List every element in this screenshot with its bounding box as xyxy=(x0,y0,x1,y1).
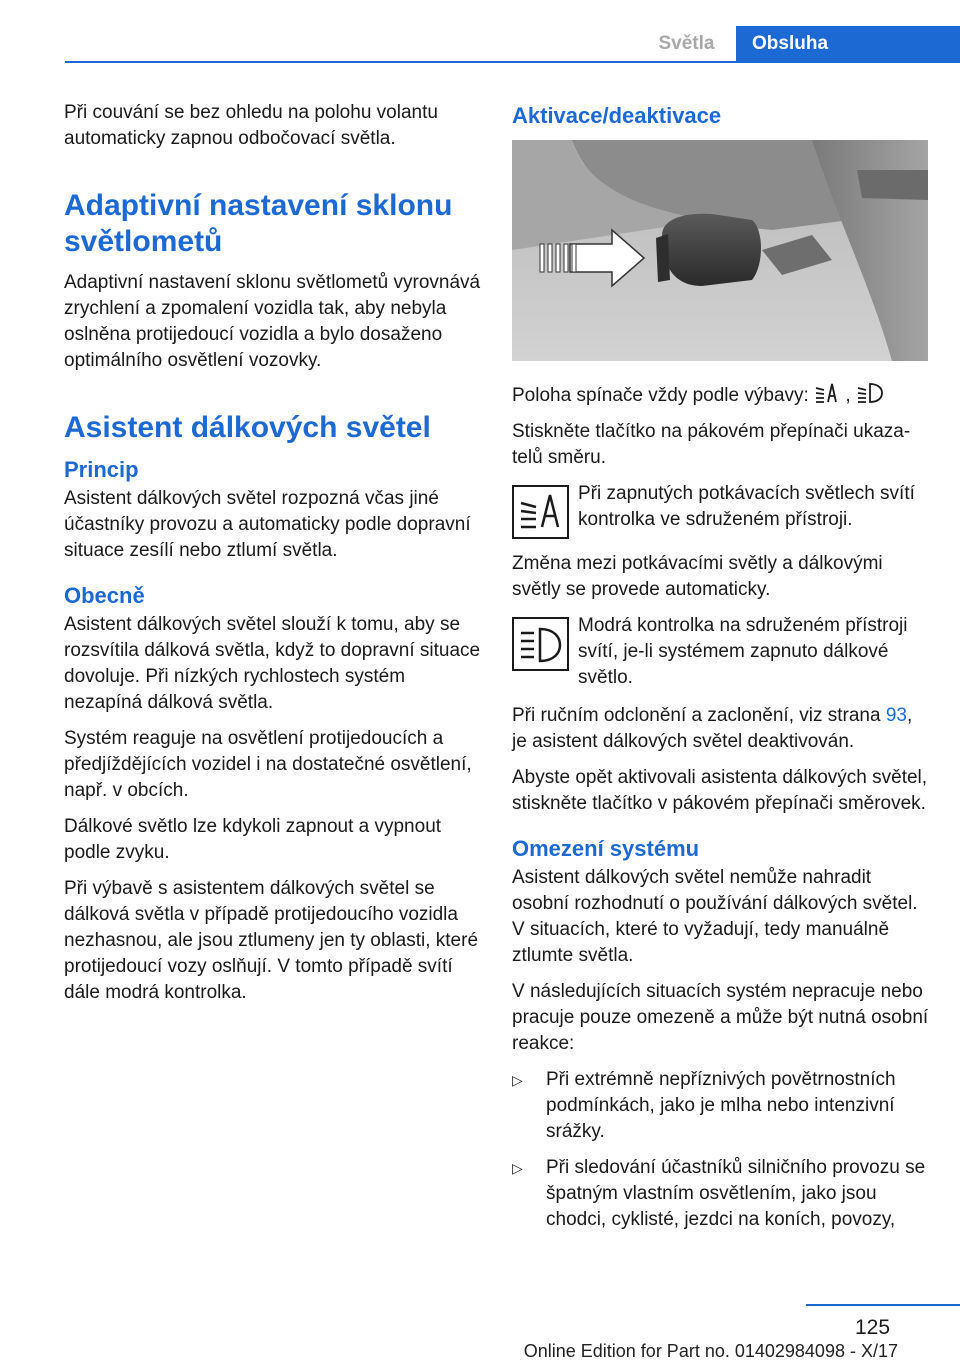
chapter-tab[interactable]: Obsluha xyxy=(736,26,960,62)
intro-paragraph: Při couvání se bez ohledu na polohu volantu automaticky zapnou odbočovací světla. xyxy=(64,102,438,149)
switch-position-text: Poloha spínače vždy podle výbavy: xyxy=(512,385,809,406)
general-paragraph-3: Dálkové světlo lze kdykoli zapnout a vypnout podle zvyku. xyxy=(64,816,442,863)
general-paragraph-1: Asistent dálkových světel slouží k tomu, aby se rozsvítila dálková světla, když to dopravní situace dovoluje. Při nízkých rychlostech systém nezapíná dálková světla. xyxy=(64,614,481,713)
switch-position-separator: , xyxy=(845,385,851,406)
manual-text-b: , je asistent dálkových světel deaktivován. xyxy=(512,705,913,752)
page-link-93[interactable]: 93 xyxy=(885,705,907,726)
right-column xyxy=(512,100,932,1243)
triangle-bullet-icon: ▷ xyxy=(512,1072,523,1088)
high-beam-indicator-text: Modrá kontrolka na sdruženém přístroji svítí, je-li systémem zapnuto dálkové světlo. xyxy=(578,615,908,688)
list-item-text: Při sledování účastníků silničního provozu se špatným vlastním osvětlením, jako jsou chodci, cyklisté, jezdci na koních, povozy, xyxy=(546,1157,926,1230)
change-paragraph: Změna mezi potkávacími světly a dálkovými světly se provede automaticky. xyxy=(512,553,883,600)
press-button-paragraph: Stiskněte tlačítko na pákovém přepínači ukazatelů směru. xyxy=(512,421,911,468)
general-paragraph-4: Při výbavě s asistentem dálkových světel se dálková světla v případě protijedoucího vozidla nezhasnou, ale jsou ztlumeny jen ty oblasti, které protijedoucí vozy oslňují. V tomto případě svítí dále modrá kontrolka. xyxy=(64,878,479,1003)
heading-principle: Princip xyxy=(64,457,139,482)
reactivate-paragraph: Abyste opět aktivovali asistenta dálkových světel, stiskněte tlačítko v pákovém přepínači směrovek. xyxy=(512,767,928,814)
assistant-indicator-text: Při zapnutých potkávacích světlech svítí kontrolka ve sdruženém přístroji. xyxy=(578,483,915,530)
indicator-row-high-beam xyxy=(512,613,932,691)
limits-paragraph-2: V následujících situacích systém nepracuje nebo pracuje pouze omezeně a může být nutná osobní reakce: xyxy=(512,981,929,1054)
list-item-text: Při extrémně nepříznivých povětrnostních podmínkách, jako je mlha nebo intenzivní srážky. xyxy=(546,1069,896,1142)
heading-general: Obecně xyxy=(64,583,145,608)
indicator-row-assistant xyxy=(512,481,932,539)
manual-paragraph xyxy=(512,703,932,755)
list-item xyxy=(512,1067,932,1145)
heading-adaptive-headlights: Adaptivní nastavení sklonu světlometů xyxy=(64,189,453,258)
heading-system-limits: Omezení systému xyxy=(512,836,700,861)
triangle-bullet-icon: ▷ xyxy=(512,1160,523,1176)
general-paragraph-2: Systém reaguje na osvětlení protijedoucích a předjíždějících vozidel i na dostatečné osvětlení, např. v obcích. xyxy=(64,728,472,801)
header-rule xyxy=(65,61,960,63)
page-header xyxy=(0,26,960,62)
principle-paragraph: Asistent dálkových světel rozpozná včas jiné účastníky provozu a automaticky podle dopravní situace zesílí nebo ztlumí světla. xyxy=(64,488,471,561)
left-column xyxy=(64,100,482,1016)
heading-high-beam-assistant: Asistent dálkových světel xyxy=(64,411,431,444)
footer-edition: Online Edition for Part no. 01402984098 - X/17 xyxy=(523,1341,898,1361)
section-tab[interactable]: Světla xyxy=(658,33,715,54)
footer-rule xyxy=(806,1304,960,1306)
adaptive-paragraph: Adaptivní nastavení sklonu světlometů vyrovnává zrychlení a zpomalení vozidla tak, aby nebyla oslněna protijedoucí vozidla a bylo dosaženo optimálního osvětlení vozovky. xyxy=(64,272,481,371)
limits-paragraph-1: Asistent dálkových světel nemůže nahradit osobní rozhodnutí o používání dálkových světel. V situacích, které to vyžadují, tedy manuálně ztlumte světla. xyxy=(512,867,918,966)
page-number: 125 xyxy=(855,1316,891,1339)
manual-text-a: Při ručním odclonění a zaclonění, viz strana xyxy=(512,705,886,726)
list-item xyxy=(512,1155,932,1233)
assistant-indicator-icon xyxy=(512,485,569,539)
high-beam-assistant-alt-icon xyxy=(856,382,884,404)
stalk-switch-photo xyxy=(512,140,928,361)
switch-position-paragraph xyxy=(512,382,932,409)
high-beam-assistant-icon xyxy=(814,382,840,404)
heading-activation: Aktivace/deaktivace xyxy=(512,103,722,128)
high-beam-indicator-icon xyxy=(512,617,569,671)
